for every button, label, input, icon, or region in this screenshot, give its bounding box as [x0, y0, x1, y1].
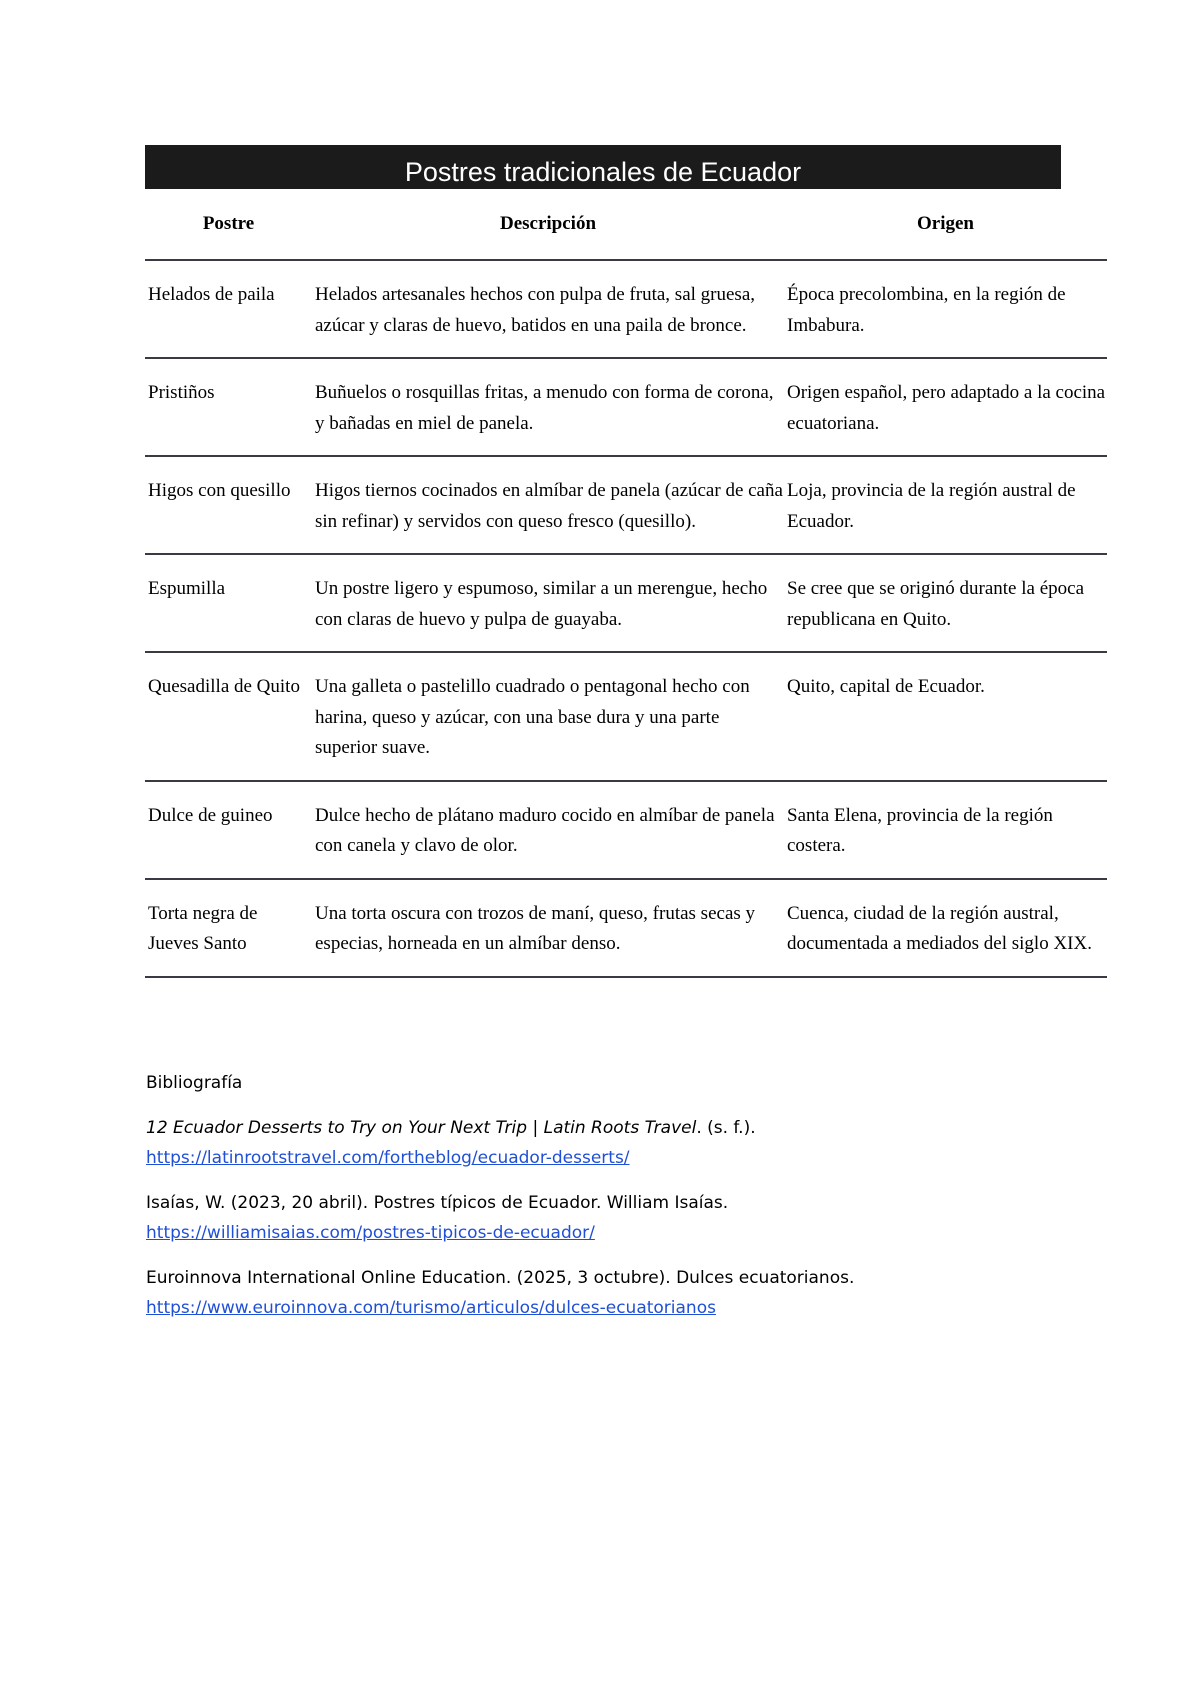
cell-descripcion: Un postre ligero y espumoso, similar a un merengue, hecho con claras de huevo y pulpa de guayaba.: [312, 554, 784, 652]
bibliography: [146, 1068, 1146, 1338]
cell-descripcion: Una galleta o pastelillo cuadrado o pentagonal hecho con harina, queso y azúcar, con una base dura y una parte superior suave.: [312, 652, 784, 781]
cell-postre: Pristiños: [145, 358, 312, 456]
header-postre: Postre: [145, 196, 312, 260]
cell-postre: Higos con quesillo: [145, 456, 312, 554]
citation-date: . (s. f.).: [696, 1118, 756, 1138]
table-row: [145, 652, 1107, 781]
cell-postre: Torta negra de Jueves Santo: [145, 879, 312, 977]
bibliography-entry: [146, 1113, 1146, 1173]
citation-text: [146, 1113, 1146, 1143]
bibliography-entry: [146, 1188, 1146, 1248]
cell-origen: Santa Elena, provincia de la región costera.: [784, 781, 1107, 879]
cell-descripcion: Helados artesanales hechos con pulpa de fruta, sal gruesa, azúcar y claras de huevo, batidos en una paila de bronce.: [312, 260, 784, 358]
table-row: [145, 554, 1107, 652]
table-row: [145, 879, 1107, 977]
header-descripcion: Descripción: [312, 196, 784, 260]
table-header-row: [145, 196, 1107, 260]
cell-postre: Dulce de guineo: [145, 781, 312, 879]
citation-title: 12 Ecuador Desserts to Try on Your Next Trip | Latin Roots Travel: [146, 1118, 697, 1138]
cell-postre: Helados de paila: [145, 260, 312, 358]
cell-descripcion: Buñuelos o rosquillas fritas, a menudo con forma de corona, y bañadas en miel de panela.: [312, 358, 784, 456]
cell-origen: Loja, provincia de la región austral de Ecuador.: [784, 456, 1107, 554]
table-row: [145, 781, 1107, 879]
table-row: [145, 358, 1107, 456]
document-title: Postres tradicionales de Ecuador: [145, 145, 1061, 189]
cell-descripcion: Higos tiernos cocinados en almíbar de panela (azúcar de caña sin refinar) y servidos con queso fresco (quesillo).: [312, 456, 784, 554]
table-row: [145, 456, 1107, 554]
cell-postre: Quesadilla de Quito: [145, 652, 312, 781]
cell-postre: Espumilla: [145, 554, 312, 652]
table-row: [145, 260, 1107, 358]
bibliography-entry: [146, 1263, 1146, 1323]
cell-origen: Quito, capital de Ecuador.: [784, 652, 1107, 781]
citation-link[interactable]: https://www.euroinnova.com/turismo/articulos/dulces-ecuatorianos: [146, 1298, 716, 1318]
cell-origen: Cuenca, ciudad de la región austral, documentada a mediados del siglo XIX.: [784, 879, 1107, 977]
header-origen: Origen: [784, 196, 1107, 260]
bibliography-heading: Bibliografía: [146, 1073, 243, 1093]
cell-descripcion: Una torta oscura con trozos de maní, queso, frutas secas y especias, horneada en un almíbar denso.: [312, 879, 784, 977]
citation-link[interactable]: https://williamisaias.com/postres-tipicos-de-ecuador/: [146, 1223, 595, 1243]
cell-descripcion: Dulce hecho de plátano maduro cocido en almíbar de panela con canela y clavo de olor.: [312, 781, 784, 879]
citation-link[interactable]: https://latinrootstravel.com/fortheblog/ecuador-desserts/: [146, 1148, 630, 1168]
cell-origen: Época precolombina, en la región de Imbabura.: [784, 260, 1107, 358]
citation-text: Isaías, W. (2023, 20 abril). Postres típicos de Ecuador. William Isaías.: [146, 1193, 729, 1213]
citation-text: Euroinnova International Online Education. (2025, 3 octubre). Dulces ecuatorianos.: [146, 1268, 855, 1288]
cell-origen: Origen español, pero adaptado a la cocina ecuatoriana.: [784, 358, 1107, 456]
cell-origen: Se cree que se originó durante la época republicana en Quito.: [784, 554, 1107, 652]
desserts-table: [145, 196, 1107, 978]
